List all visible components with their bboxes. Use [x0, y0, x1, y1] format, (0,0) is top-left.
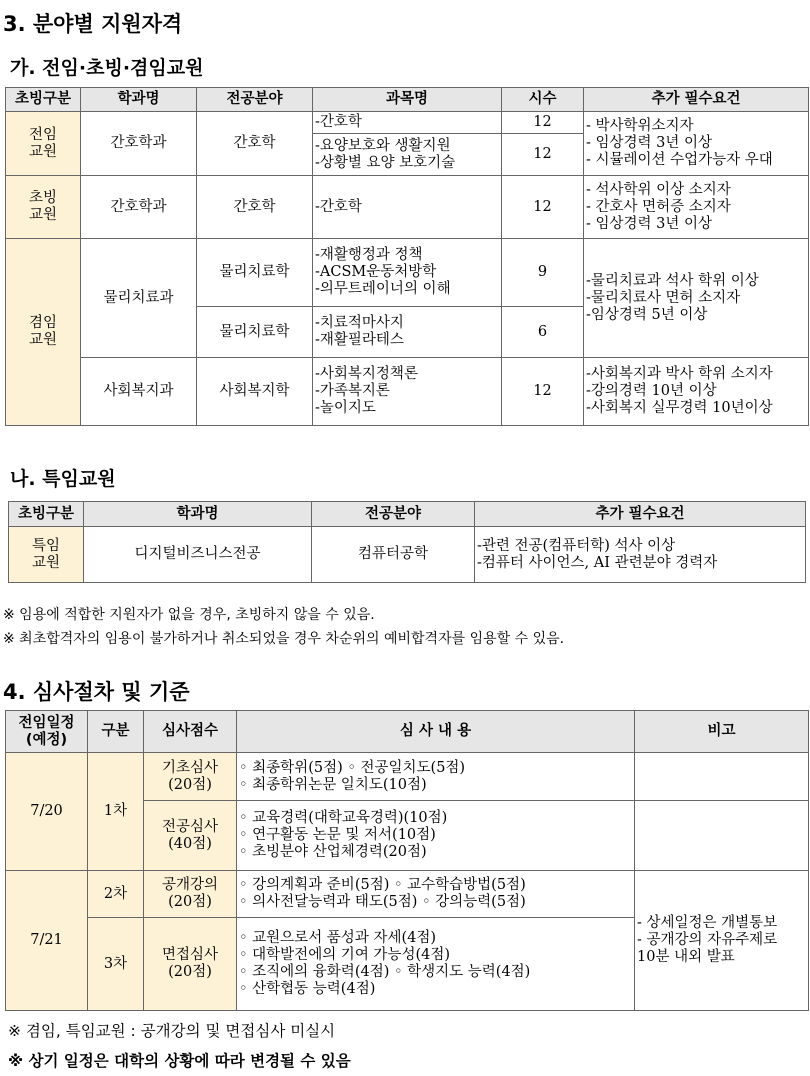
- round-cell: 3차: [88, 918, 144, 1011]
- text-line: -놀이지도: [315, 400, 376, 416]
- dept-cell: 간호학과: [81, 112, 197, 176]
- text-line: -물리치료과 석사 학위 이상: [586, 272, 759, 289]
- section3-subtitle-a: 가. 전임·초빙·겸임교원: [10, 57, 204, 79]
- text-line: ◦ 최종학위논문 일치도(10점): [239, 776, 427, 793]
- date-cell: 7/21: [6, 871, 88, 1011]
- dept-cell: 물리치료과: [81, 239, 197, 358]
- text-line: - 공개강의 자유주제로: [637, 932, 778, 948]
- text-line: -재활필라테스: [315, 332, 404, 348]
- text-line: ◦ 교육경력(대학교육경력)(10점): [239, 810, 448, 826]
- text-line: ◦ 초빙분야 산업체경력(20점): [239, 844, 427, 860]
- content-cell: [237, 801, 635, 871]
- remark-cell: [635, 801, 809, 871]
- text-line: - 임상경력 3년 이상: [586, 215, 713, 232]
- header-round: 구분: [88, 711, 144, 753]
- major-cell: 물리치료학: [197, 239, 313, 307]
- score-cell: [144, 918, 237, 1011]
- text-line: -물리치료사 면허 소지자: [586, 289, 741, 306]
- round-cell: 2차: [88, 871, 144, 918]
- text-line: -컴퓨터 사이언스, AI 관련분야 경력자: [477, 554, 718, 571]
- content-cell: [237, 918, 635, 1011]
- text-line: 교원: [31, 554, 60, 571]
- score-cell: [144, 753, 237, 801]
- header-major: 전공분야: [312, 502, 475, 527]
- header-dept: 학과명: [84, 502, 312, 527]
- text-line: 전공심사: [161, 818, 219, 835]
- note: ※ 상기 일정은 대학의 상황에 따라 변경될 수 있음: [8, 1052, 351, 1070]
- dept-cell: 간호학과: [81, 176, 197, 239]
- subject-cell: [313, 239, 502, 307]
- text-line: 면접심사: [161, 947, 219, 963]
- subject-cell: [313, 134, 502, 176]
- score-cell: [144, 801, 237, 871]
- text-line: 공개강의: [161, 877, 219, 893]
- hours-cell: 12: [502, 176, 584, 239]
- hours-cell: 12: [502, 112, 584, 134]
- hours-cell: 6: [502, 307, 584, 358]
- text-line: 겸임: [28, 315, 57, 331]
- header-subject: 과목명: [313, 88, 502, 112]
- text-line: 교원: [28, 143, 57, 160]
- header-remark: 비고: [635, 711, 809, 753]
- requirements-cell: [584, 176, 809, 239]
- review-table: [5, 710, 809, 1011]
- requirements-cell: [584, 358, 809, 426]
- header-score: 심사점수: [144, 711, 237, 753]
- text-line: 기초심사: [161, 759, 219, 776]
- header-requirements: 추가 필수요건: [475, 502, 806, 527]
- hours-cell: 9: [502, 239, 584, 307]
- text-line: 전임일정: [18, 714, 75, 731]
- text-line: -치료적마사지: [315, 315, 404, 331]
- text-line: -간호학: [315, 198, 362, 215]
- header-group: 초빙구분: [6, 88, 81, 112]
- header-group: 초빙구분: [9, 502, 84, 527]
- round-cell: 1차: [88, 753, 144, 871]
- score-cell: [144, 871, 237, 918]
- major-cell: 사회복지학: [197, 358, 313, 426]
- text-line: 교원: [28, 207, 57, 223]
- remark-cell: [635, 753, 809, 801]
- group-cell: [9, 527, 84, 583]
- text-line: 10분 내외 발표: [637, 949, 735, 965]
- header-requirements: 추가 필수요건: [584, 88, 809, 112]
- qualification-table-b: [8, 501, 806, 583]
- text-line: -가족복지론: [315, 383, 390, 399]
- text-line: - 석사학위 이상 소지자: [586, 181, 731, 198]
- text-line: -의무트레이너의 이해: [315, 281, 451, 297]
- group-cell: [6, 112, 81, 176]
- text-line: -요양보호와 생활지원: [315, 137, 451, 154]
- hours-cell: 12: [502, 134, 584, 176]
- dept-cell: 디지털비즈니스전공: [84, 527, 312, 583]
- text-line: 교원: [28, 332, 57, 348]
- remark-cell: [635, 871, 809, 1011]
- text-line: 특임: [31, 537, 60, 554]
- text-line: -강의경력 10년 이상: [586, 383, 717, 399]
- text-line: -사회복지 실무경력 10년이상: [586, 400, 773, 416]
- text-line: -ACSM운동처방학: [315, 264, 437, 280]
- text-line: (예정): [25, 731, 68, 748]
- section4-title: 4. 심사절차 및 기준: [3, 680, 190, 704]
- text-line: -관련 전공(컴퓨터학) 석사 이상: [477, 537, 676, 554]
- major-cell: 간호학: [197, 176, 313, 239]
- hours-cell: 12: [502, 358, 584, 426]
- text-line: - 임상경력 3년 이상: [586, 135, 713, 151]
- major-cell: 컴퓨터공학: [312, 527, 475, 583]
- qualification-table-a: [5, 87, 809, 426]
- dept-cell: 사회복지과: [81, 358, 197, 426]
- text-line: - 상세일정은 개별통보: [637, 915, 778, 931]
- text-line: ◦ 산학협동 능력(4점): [239, 981, 376, 997]
- date-cell: 7/20: [6, 753, 88, 871]
- group-cell: [6, 176, 81, 239]
- header-content: 심 사 내 용: [237, 711, 635, 753]
- text-line: ◦ 최종학위(5점) ◦ 전공일치도(5점): [239, 759, 466, 776]
- text-line: -사회복지과 박사 학위 소지자: [586, 366, 773, 382]
- note: ※ 임용에 적합한 지원자가 없을 경우, 초빙하지 않을 수 있음.: [3, 607, 375, 623]
- text-line: - 시뮬레이션 수업가능자 우대: [586, 152, 773, 168]
- subject-cell: [313, 307, 502, 358]
- text-line: 초빙: [28, 190, 57, 206]
- requirements-cell: [584, 112, 809, 176]
- text-line: (20점): [168, 776, 212, 793]
- group-cell: [6, 239, 81, 426]
- note: ※ 겸임, 특임교원 : 공개강의 및 면접심사 미실시: [8, 1022, 336, 1040]
- text-line: ◦ 연구활동 논문 및 저서(10점): [239, 827, 436, 843]
- text-line: ◦ 의사전달능력과 태도(5점) ◦ 강의능력(5점): [239, 894, 526, 910]
- subject-cell: [313, 112, 502, 134]
- text-line: ◦ 대학발전에의 기여 가능성(4점): [239, 947, 451, 963]
- header-major: 전공분야: [197, 88, 313, 112]
- text-line: 전임: [28, 126, 57, 143]
- requirements-cell: [475, 527, 806, 583]
- text-line: -상황별 요양 보호기술: [315, 154, 456, 171]
- text-line: (20점): [168, 894, 212, 910]
- section3-subtitle-b: 나. 특임교원: [10, 468, 116, 490]
- header-hours: 시수: [502, 88, 584, 112]
- text-line: ◦ 강의계획과 준비(5점) ◦ 교수학습방법(5점): [239, 877, 526, 893]
- note: ※ 최초합격자의 임용이 불가하거나 취소되었을 경우 차순위의 예비합격자를 임용할 수 있음.: [3, 631, 565, 647]
- header-dept: 학과명: [81, 88, 197, 112]
- text-line: -재활행정과 정책: [315, 247, 423, 263]
- text-line: -사회복지정책론: [315, 366, 418, 382]
- text-line: - 박사학위소지자: [586, 118, 694, 134]
- text-line: -간호학: [315, 114, 362, 130]
- text-line: -임상경력 5년 이상: [586, 306, 708, 323]
- header-schedule: [6, 711, 88, 753]
- subject-cell: [313, 358, 502, 426]
- section3-title: 3. 분야별 지원자격: [3, 12, 183, 36]
- subject-cell: [313, 176, 502, 239]
- text-line: (20점): [168, 964, 212, 980]
- major-cell: 간호학: [197, 112, 313, 176]
- major-cell: 물리치료학: [197, 307, 313, 358]
- text-line: ◦ 조직에의 융화력(4점) ◦ 학생지도 능력(4점): [239, 964, 531, 980]
- content-cell: [237, 871, 635, 918]
- text-line: (40점): [168, 835, 212, 852]
- text-line: ◦ 교원으로서 품성과 자세(4점): [239, 930, 436, 946]
- text-line: - 간호사 면허증 소지자: [586, 198, 731, 215]
- requirements-cell: [584, 239, 809, 358]
- content-cell: [237, 753, 635, 801]
